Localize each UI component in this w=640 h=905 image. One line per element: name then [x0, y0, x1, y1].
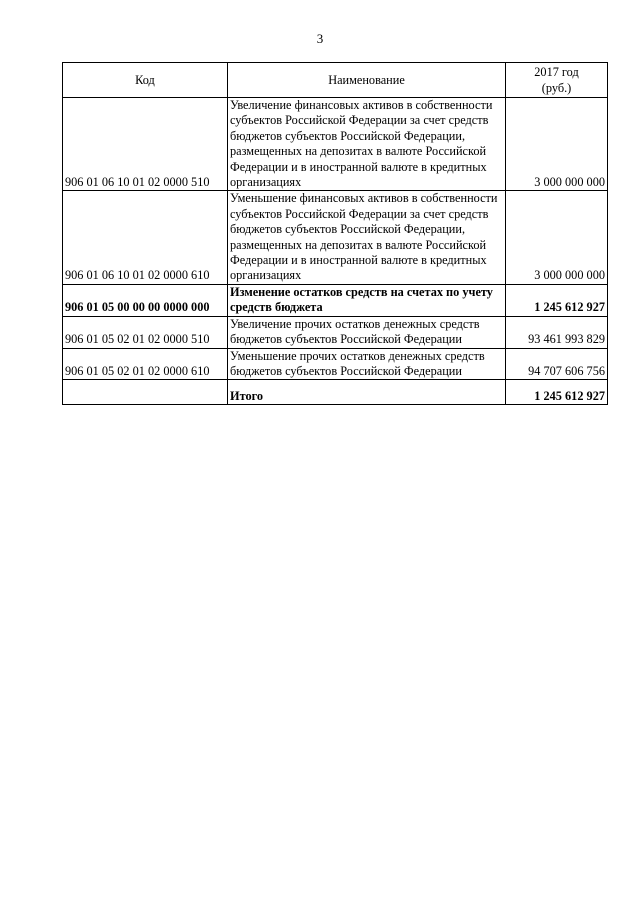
row-code: 906 01 05 00 00 00 0000 000	[63, 284, 228, 316]
row-code: 906 01 05 02 01 02 0000 510	[63, 316, 228, 348]
row-name: Изменение остатков средств на счетах по учету средств бюджета	[228, 284, 506, 316]
table-row	[63, 191, 608, 284]
row-amount: 94 707 606 756	[506, 348, 608, 380]
header-code: Код	[63, 63, 228, 98]
row-code	[63, 380, 228, 405]
row-amount: 3 000 000 000	[506, 98, 608, 191]
table-row-total	[63, 380, 608, 405]
row-amount: 1 245 612 927	[506, 380, 608, 405]
row-name: Увеличение финансовых активов в собственности субъектов Российской Федерации за счет средств бюджетов субъектов Российской Федерации, размещенных на депозитах в валюте Российской Федерации и в иностранной валюте в кредитных организациях	[228, 98, 506, 191]
row-code: 906 01 06 10 01 02 0000 610	[63, 191, 228, 284]
row-name: Уменьшение прочих остатков денежных средств бюджетов субъектов Российской Федерации	[228, 348, 506, 380]
header-year-unit: (руб.)	[541, 80, 572, 95]
page-number: 3	[316, 31, 324, 46]
row-amount: 1 245 612 927	[506, 284, 608, 316]
row-name: Уменьшение финансовых активов в собственности субъектов Российской Федерации за счет средств бюджетов субъектов Российской Федерации, размещенных на депозитах в валюте Российской Федерации и в иностранной валюте в кредитных организациях	[228, 191, 506, 284]
row-name: Итого	[228, 380, 506, 405]
row-code: 906 01 06 10 01 02 0000 510	[63, 98, 228, 191]
header-year	[506, 63, 608, 98]
table-row	[63, 316, 608, 348]
row-amount: 93 461 993 829	[506, 316, 608, 348]
row-name: Увеличение прочих остатков денежных средств бюджетов субъектов Российской Федерации	[228, 316, 506, 348]
row-code: 906 01 05 02 01 02 0000 610	[63, 348, 228, 380]
table-header-row	[63, 63, 608, 98]
table-row	[63, 284, 608, 316]
row-amount: 3 000 000 000	[506, 191, 608, 284]
budget-sources-table	[62, 62, 608, 405]
header-name: Наименование	[228, 63, 506, 98]
header-year-label: 2017 год	[534, 65, 579, 80]
table-row	[63, 348, 608, 380]
table-row	[63, 98, 608, 191]
